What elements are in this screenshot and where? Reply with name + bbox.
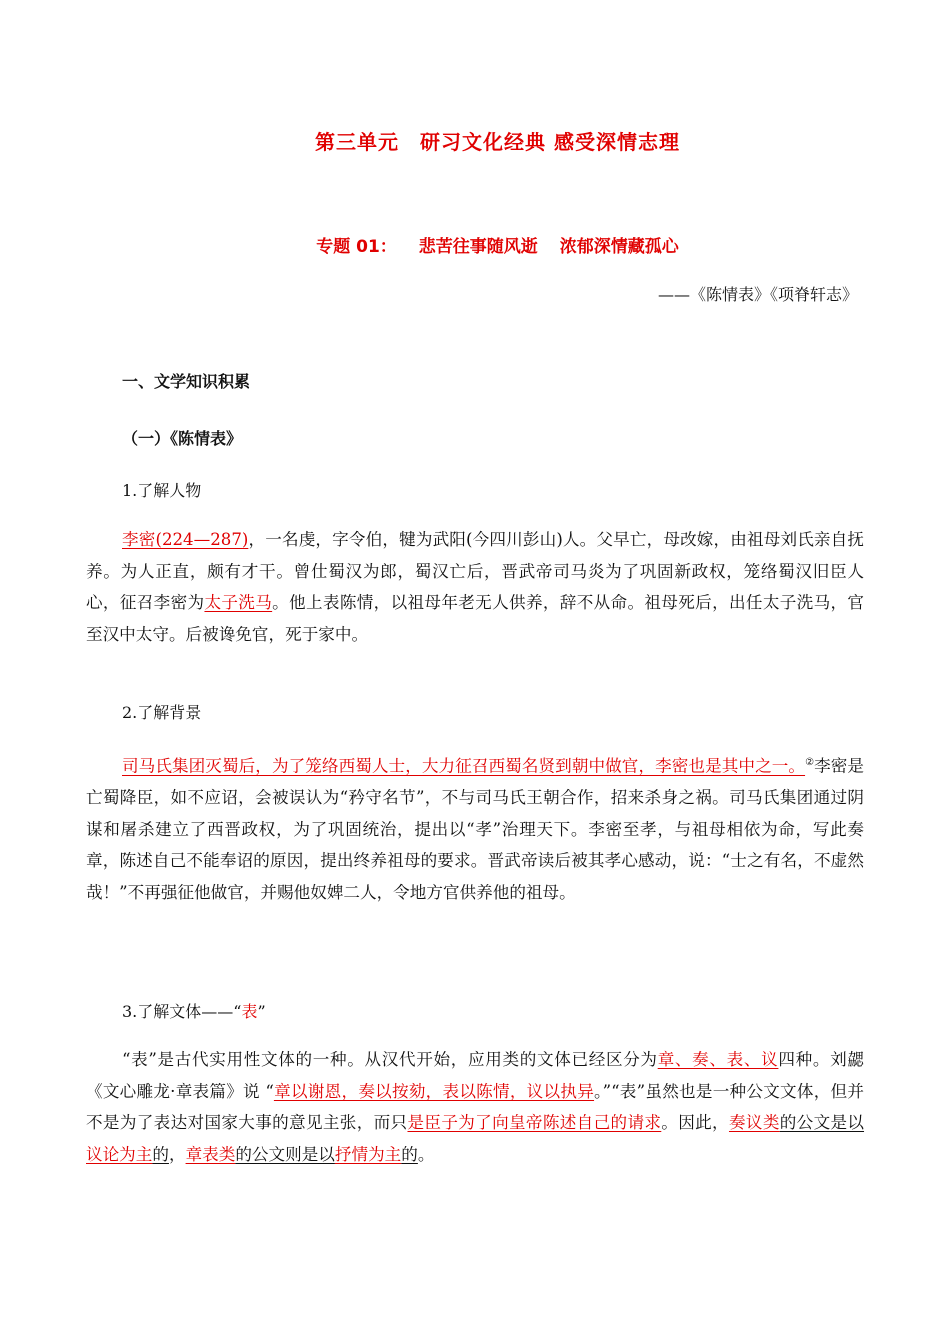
item3-heading-keyword: 表 [241,1002,258,1021]
section-heading: 一、文学知识积累 [122,372,251,391]
item3-heading-prefix: 3.了解文体——“ [122,1002,242,1021]
item3-heading [122,999,266,1022]
item3-text: ， [168,1144,186,1164]
item1-text-b: 。他上表陈情，以祖母年老无人供养，辞不从命。祖母死后，出任太子洗马，官至汉中太守。后被谗免官，死于家中。 [86,593,865,644]
highlight-quote: 章以谢恩，奏以按劾，表以陈情，议以执异 [273,1081,595,1101]
item1-paragraph [86,524,864,650]
topic-part2: 浓郁深情藏孤心 [559,237,679,257]
highlight-genres: 章、奏、表、议 [657,1050,779,1069]
footnote-marker: ② [805,757,815,768]
subsection-heading: （一）《陈情表》 [122,429,243,448]
highlight-purpose: 是臣子为了向皇帝陈述自己的请求 [407,1113,662,1132]
item3-text: 的 [401,1144,418,1164]
item3-text: “表”是古代实用性文体的一种。从汉代开始，应用类的文体已经区分为 [122,1050,658,1069]
highlight-argument: 议论为主 [86,1144,153,1164]
topic-prefix: 专题 01： [316,237,397,257]
person-name: 李密(224—287) [122,530,249,549]
item2-paragraph [86,747,864,908]
item3-paragraph [86,1044,864,1170]
highlight-lyric: 抒情为主 [334,1144,402,1164]
official-title: 太子洗马 [204,593,273,612]
unit-title: 第三单元 研习文化经典 感受深情志理 [315,130,680,154]
highlight-zouyi: 奏议类 [728,1113,780,1132]
item1-text-a: ，一名虔，字令伯，犍为武阳(今四川彭山)人。父早亡，母改嫁，由祖母刘氏亲自抚养。为人正直，颇有才干。曾仕蜀汉为郎，蜀汉亡后，晋武帝司马炎为了巩固新政权，笼络蜀汉旧臣人心，征召李密为 [86,530,864,612]
item3-text: 的公文则是以 [235,1144,335,1164]
item3-text: 的公文是以 [779,1113,865,1132]
item2-heading: 2.了解背景 [122,703,202,722]
item3-text: 。 [417,1144,435,1164]
item3-heading-suffix: ” [257,1002,266,1021]
topic-part1: 悲苦往事随风逝 [418,237,538,257]
item2-text: 李密是亡蜀降臣，如不应诏，会被误认为“矜守名节”，不与司马氏王朝合作，招来杀身之祸。司马氏集团通过阴谋和屠杀建立了西晋政权，为了巩固统治，提出以“孝”治理天下。李密至孝，与祖母相依为命，写此奏章，陈述自己不能奉诏的原因，提出终养祖母的要求。晋武帝读后被其孝心感动，说：“士之有名，不虚然哉！”不再强征他做官，并赐他奴婢二人，令地方官供养他的祖母。 [86,756,865,902]
source-line: ——《陈情表》《项脊轩志》 [657,285,858,304]
item3-text: 的 [152,1144,169,1164]
background-key-sentence: 司马氏集团灭蜀后，为了笼络西蜀人士，大力征召西蜀名贤到朝中做官，李密也是其中之一。 [122,756,806,776]
topic-title [0,232,950,257]
highlight-zhangbiao: 章表类 [185,1144,236,1164]
item3-text: 。因此， [661,1113,729,1132]
item3-text: 。”“表”虽然也是一种公文文体，但并不是为了表达对国家大事的意见主张，而只 [86,1081,864,1132]
item1-heading: 1.了解人物 [122,481,202,500]
item3-text: 四种。刘勰《文心雕龙·章表篇》说 “ [86,1050,865,1101]
